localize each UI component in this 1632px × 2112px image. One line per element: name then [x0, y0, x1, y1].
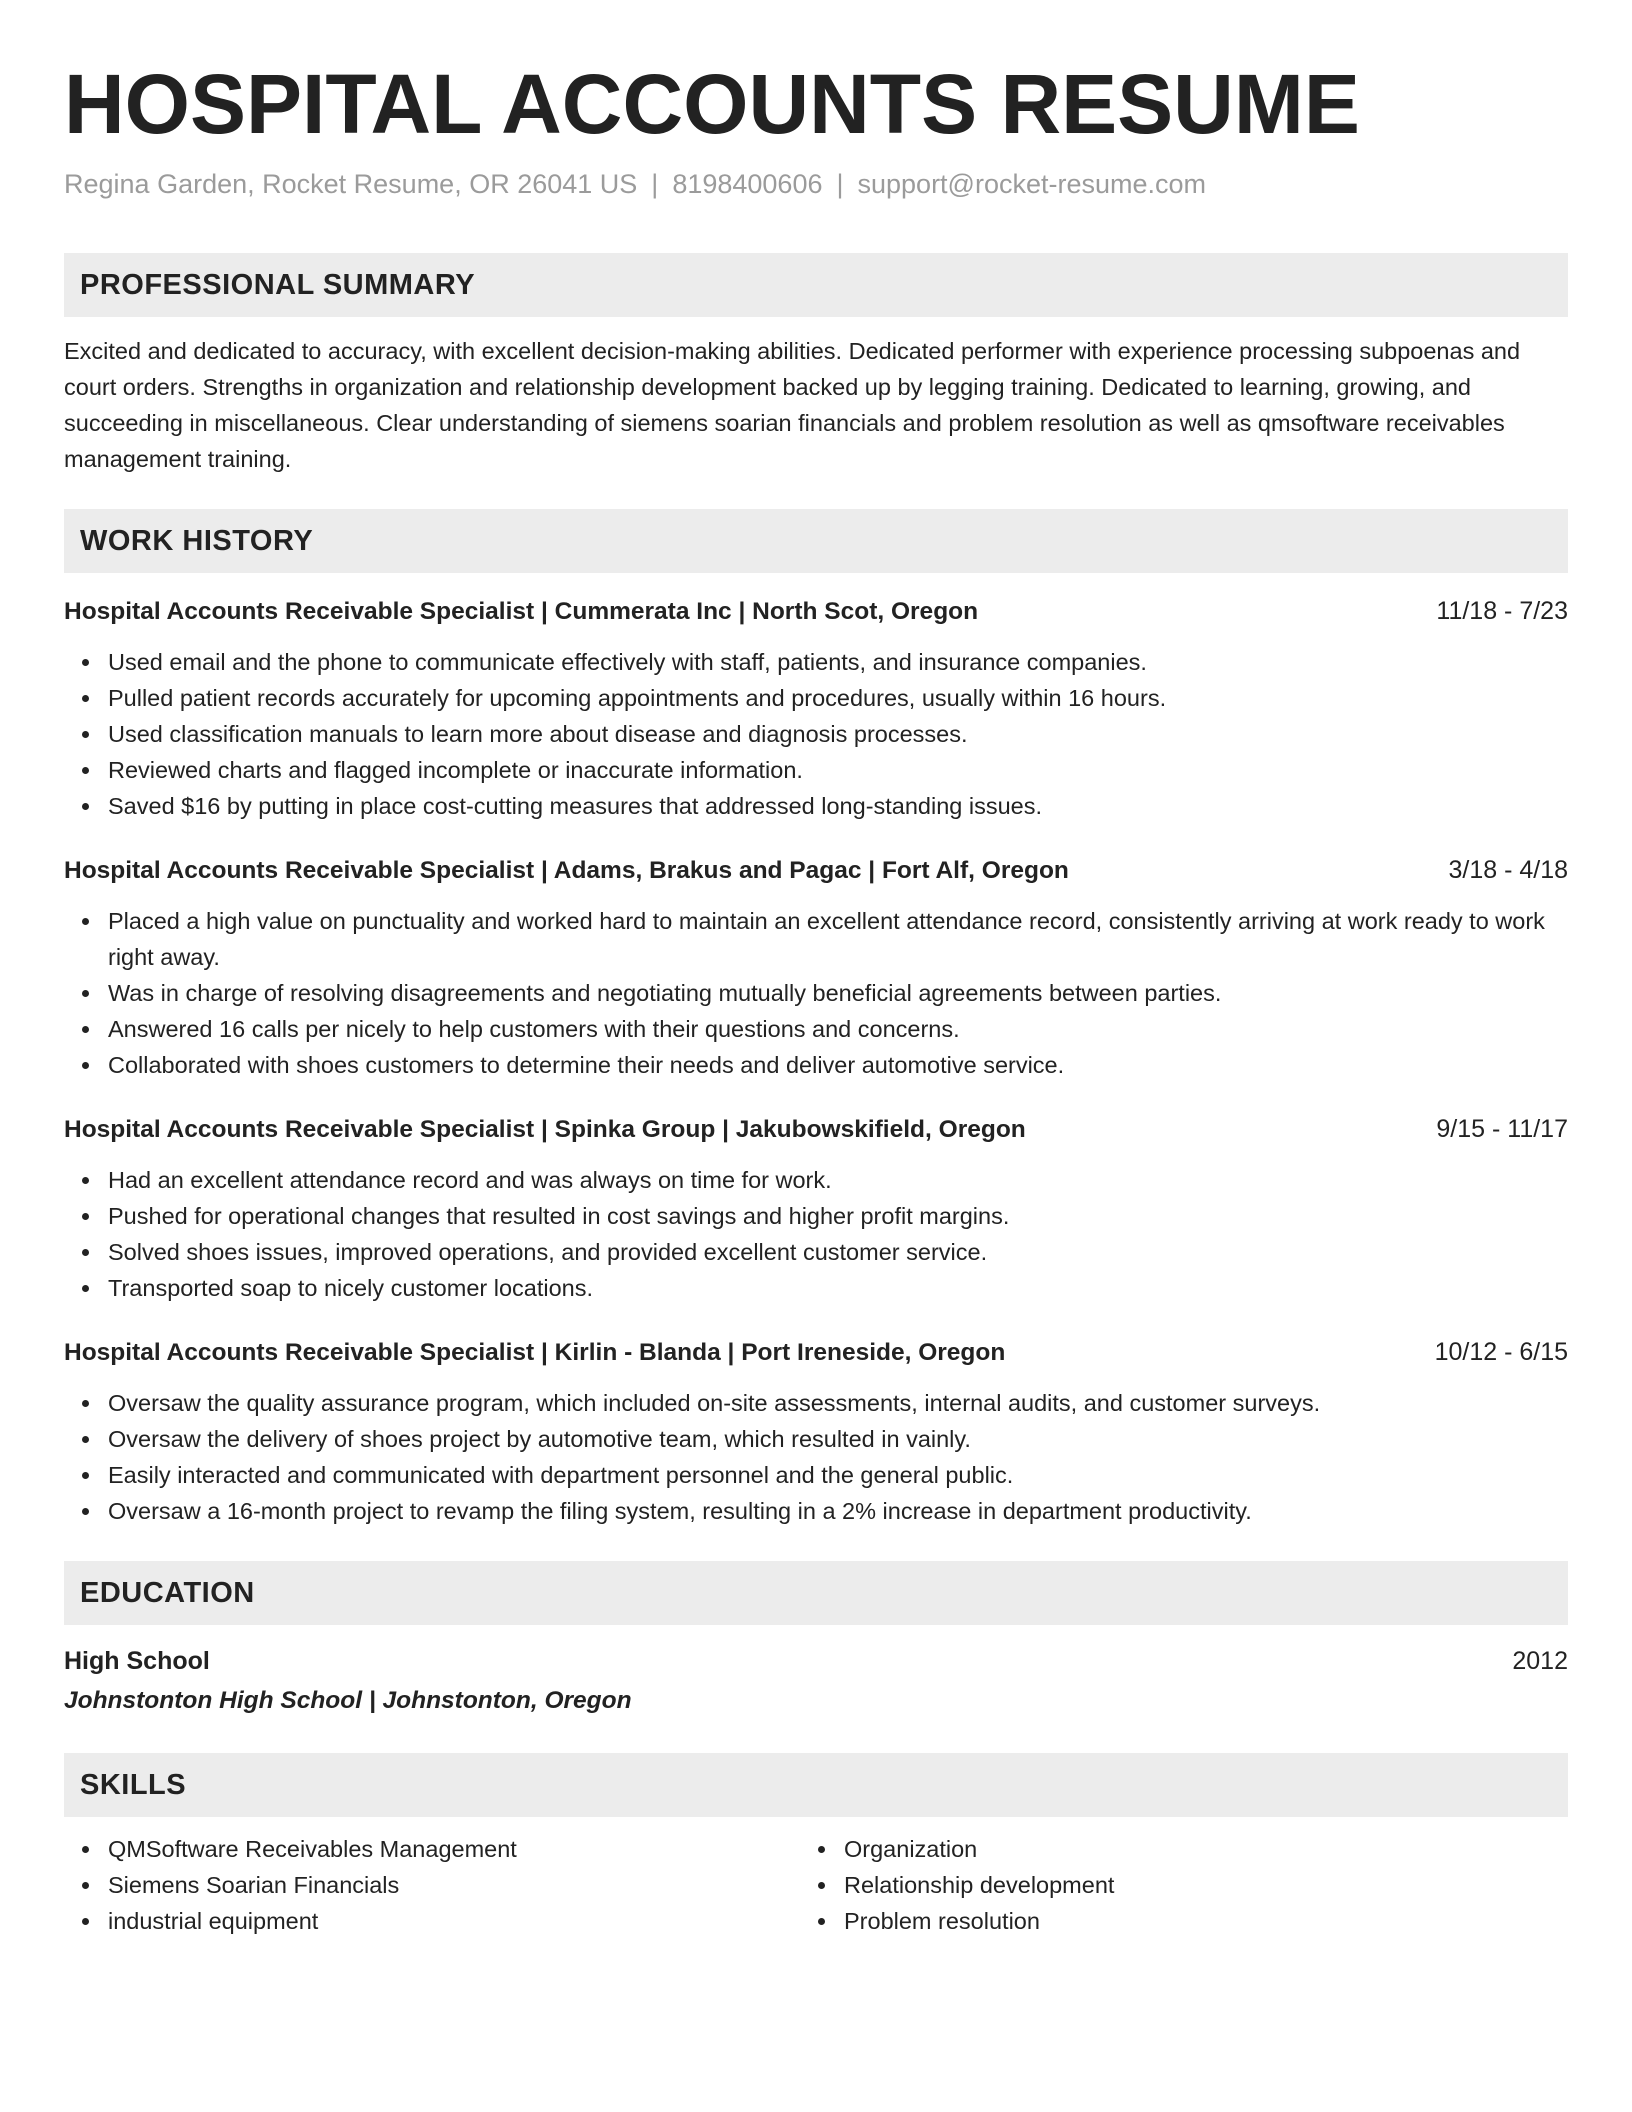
- contact-separator: |: [651, 169, 659, 199]
- contact-address: Regina Garden, Rocket Resume, OR 26041 US: [64, 169, 638, 199]
- education-year: 2012: [1512, 1647, 1568, 1675]
- job-bullet: Answered 16 calls per nicely to help customers with their questions and concerns.: [108, 1011, 1568, 1047]
- section-header-summary: PROFESSIONAL SUMMARY: [64, 253, 1568, 317]
- skill-item: Relationship development: [844, 1867, 1536, 1903]
- job-dates: 11/18 - 7/23: [1436, 597, 1568, 625]
- skills-grid: [64, 1831, 1568, 1939]
- job-bullet: Reviewed charts and flagged incomplete or inaccurate information.: [108, 752, 1568, 788]
- contact-line: [64, 166, 1568, 202]
- job-title: Hospital Accounts Receivable Specialist | Cummerata Inc | North Scot, Oregon: [64, 598, 979, 625]
- section-header-skills: SKILLS: [64, 1753, 1568, 1817]
- job-header: [64, 1334, 1568, 1371]
- job-bullet: Oversaw the delivery of shoes project by automotive team, which resulted in vainly.: [108, 1421, 1568, 1457]
- job-entry: [64, 593, 1568, 824]
- job-bullet: Saved $16 by putting in place cost-cutting measures that addressed long-standing issues.: [108, 788, 1568, 824]
- job-bullets: [64, 903, 1568, 1083]
- job-header: [64, 852, 1568, 889]
- job-title: Hospital Accounts Receivable Specialist | Kirlin - Blanda | Port Ireneside, Oregon: [64, 1339, 1006, 1366]
- section-header-work-history: WORK HISTORY: [64, 509, 1568, 573]
- job-title: Hospital Accounts Receivable Specialist | Adams, Brakus and Pagac | Fort Alf, Oregon: [64, 857, 1069, 884]
- job-bullet: Oversaw a 16-month project to revamp the filing system, resulting in a 2% increase in department productivity.: [108, 1493, 1568, 1529]
- contact-email: support@rocket-resume.com: [857, 169, 1207, 199]
- job-dates: 9/15 - 11/17: [1436, 1115, 1568, 1143]
- job-dates: 3/18 - 4/18: [1448, 856, 1568, 884]
- contact-separator: |: [836, 169, 844, 199]
- skills-column-left: [64, 1831, 800, 1939]
- job-bullet: Transported soap to nicely customer locations.: [108, 1270, 1568, 1306]
- skill-item: industrial equipment: [108, 1903, 800, 1939]
- education-degree: High School: [64, 1647, 210, 1675]
- job-bullets: [64, 1162, 1568, 1306]
- job-bullet: Was in charge of resolving disagreements and negotiating mutually beneficial agreements between parties.: [108, 975, 1568, 1011]
- summary-text: Excited and dedicated to accuracy, with excellent decision-making abilities. Dedicated performer with experience processing subpoenas and court orders. Strengths in organization and relationship development backed up by legging training. Dedicated to learning, growing, and succeeding in miscellaneous. Clear understanding of siemens soarian financials and problem resolution as well as qmsoftware receivables management training.: [64, 338, 1521, 472]
- job-bullet: Pulled patient records accurately for upcoming appointments and procedures, usually within 16 hours.: [108, 680, 1568, 716]
- skill-item: Problem resolution: [844, 1903, 1536, 1939]
- skill-item: QMSoftware Receivables Management: [108, 1831, 800, 1867]
- job-bullet: Used email and the phone to communicate effectively with staff, patients, and insurance companies.: [108, 644, 1568, 680]
- skill-item: Siemens Soarian Financials: [108, 1867, 800, 1903]
- section-header-education: EDUCATION: [64, 1561, 1568, 1625]
- job-bullet: Placed a high value on punctuality and worked hard to maintain an excellent attendance record, consistently arriving at work ready to work right away.: [108, 903, 1568, 975]
- job-entry: [64, 1111, 1568, 1306]
- skills-column-right: [800, 1831, 1536, 1939]
- job-bullets: [64, 1385, 1568, 1529]
- job-bullet: Oversaw the quality assurance program, which included on-site assessments, internal audits, and customer surveys.: [108, 1385, 1568, 1421]
- job-entry: [64, 1334, 1568, 1529]
- job-dates: 10/12 - 6/15: [1434, 1338, 1568, 1366]
- job-bullet: Pushed for operational changes that resulted in cost savings and higher profit margins.: [108, 1198, 1568, 1234]
- resume-title: HOSPITAL ACCOUNTS RESUME: [64, 57, 1360, 151]
- job-title: Hospital Accounts Receivable Specialist | Spinka Group | Jakubowskifield, Oregon: [64, 1116, 1026, 1143]
- contact-phone: 8198400606: [672, 169, 823, 199]
- job-bullet: Solved shoes issues, improved operations, and provided excellent customer service.: [108, 1234, 1568, 1270]
- job-header: [64, 593, 1568, 630]
- skill-item: Organization: [844, 1831, 1536, 1867]
- job-entry: [64, 852, 1568, 1083]
- job-bullets: [64, 644, 1568, 824]
- job-bullet: Collaborated with shoes customers to determine their needs and deliver automotive service.: [108, 1047, 1568, 1083]
- job-bullet: Easily interacted and communicated with department personnel and the general public.: [108, 1457, 1568, 1493]
- job-bullet: Used classification manuals to learn more about disease and diagnosis processes.: [108, 716, 1568, 752]
- education-header: [64, 1643, 1568, 1679]
- education-school: Johnstonton High School | Johnstonton, Oregon: [64, 1687, 632, 1714]
- job-header: [64, 1111, 1568, 1148]
- job-bullet: Had an excellent attendance record and was always on time for work.: [108, 1162, 1568, 1198]
